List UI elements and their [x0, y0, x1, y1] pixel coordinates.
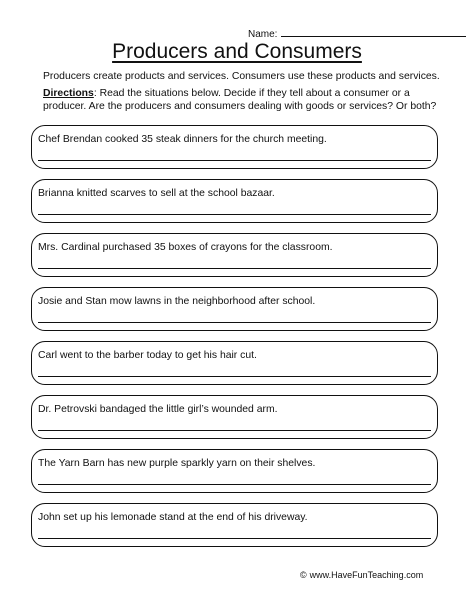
answer-line[interactable]	[38, 268, 431, 269]
situation-box	[31, 341, 438, 385]
situation-text: Carl went to the barber today to get his hair cut.	[38, 350, 257, 361]
situation-text: Mrs. Cardinal purchased 35 boxes of crayons for the classroom.	[38, 242, 333, 253]
situation-text: Brianna knitted scarves to sell at the school bazaar.	[38, 188, 275, 199]
answer-line[interactable]	[38, 322, 431, 323]
situation-text: Dr. Petrovski bandaged the little girl’s wounded arm.	[38, 404, 278, 415]
name-field[interactable]	[248, 27, 466, 40]
name-answer-line[interactable]	[281, 27, 466, 37]
directions	[43, 87, 453, 113]
directions-text: : Read the situations below. Decide if they tell about a consumer or a producer. Are the producers and consumers dealing with goods or services? Or both?	[43, 88, 437, 112]
situation-box	[31, 233, 438, 277]
name-label: Name:	[248, 29, 278, 40]
worksheet-title: Producers and Consumers	[112, 40, 362, 63]
situation-text: Chef Brendan cooked 35 steak dinners for the church meeting.	[38, 134, 327, 145]
situation-text: John set up his lemonade stand at the end of his driveway.	[38, 512, 308, 523]
situation-text: Josie and Stan mow lawns in the neighborhood after school.	[38, 296, 316, 307]
situation-box	[31, 449, 438, 493]
situation-box	[31, 287, 438, 331]
intro-text: Producers create products and services. Consumers use these products and services.	[43, 71, 440, 82]
answer-line[interactable]	[38, 538, 431, 539]
situation-box	[31, 179, 438, 223]
footer-url: www.HaveFunTeaching.com	[309, 570, 424, 580]
directions-label: Directions	[43, 88, 94, 99]
answer-line[interactable]	[38, 214, 431, 215]
answer-line[interactable]	[38, 430, 431, 431]
situation-box	[31, 395, 438, 439]
answer-line[interactable]	[38, 160, 431, 161]
answer-line[interactable]	[38, 484, 431, 485]
copyright-icon: ©	[300, 570, 307, 580]
situation-box	[31, 125, 438, 169]
situation-text: The Yarn Barn has new purple sparkly yarn on their shelves.	[38, 458, 316, 469]
footer	[300, 570, 423, 580]
situation-box	[31, 503, 438, 547]
answer-line[interactable]	[38, 376, 431, 377]
